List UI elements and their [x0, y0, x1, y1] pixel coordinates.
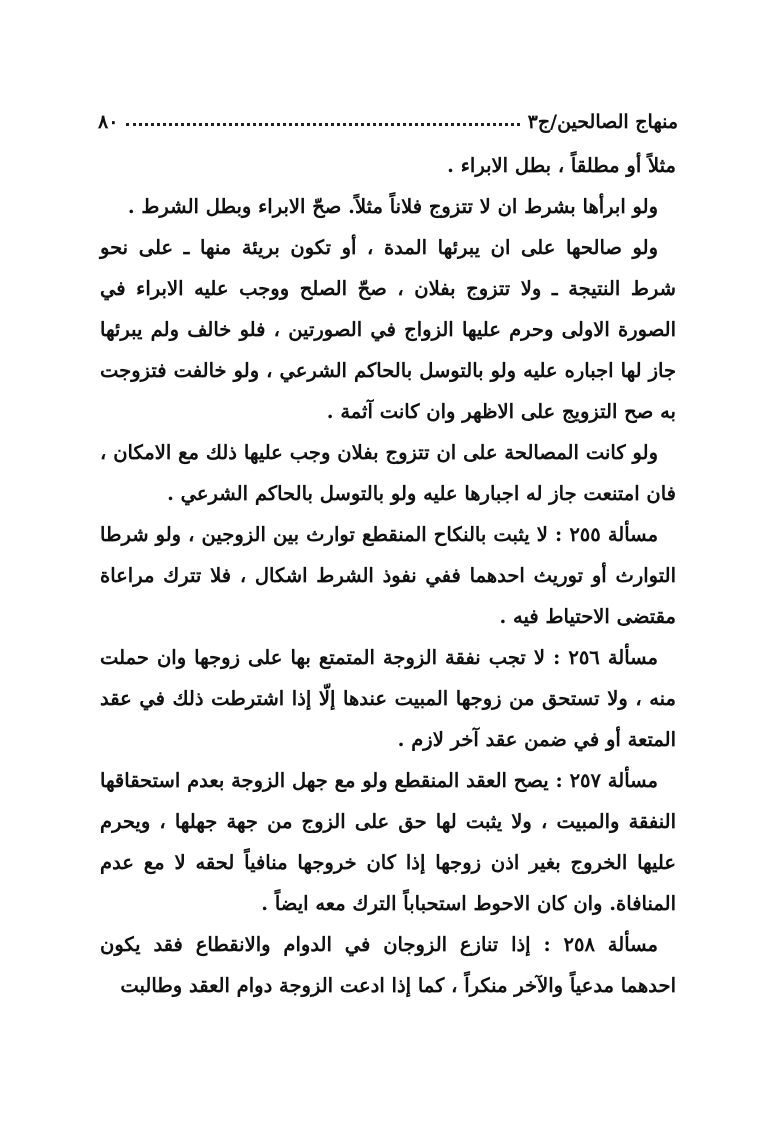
issue-label: مسألة ٢٥٦ :	[553, 646, 658, 669]
paragraph-text: إذا تنازع الزوجان في الدوام والانقطاع فقد يكون احدهما مدعياً والآخر منكراً ، كما إذا ادعت الزوجة دوام العقد وطالبت	[100, 933, 676, 997]
issue-label: مسألة ٢٥٥ :	[555, 523, 659, 546]
issue-256	[100, 637, 676, 760]
issue-label: مسألة ٢٥٧ :	[555, 769, 658, 792]
issue-label: مسألة ٢٥٨ :	[543, 933, 658, 956]
issue-255	[100, 514, 676, 637]
body-text	[100, 145, 676, 1006]
paragraph-text: ولو ابرأها بشرط ان لا تتزوج فلاناً مثلاً. صحّ الابراء وبطل الشرط .	[127, 195, 658, 218]
page-header	[98, 103, 678, 133]
running-title: منهاج الصالحين/ج٣	[527, 111, 678, 133]
paragraph-text: يصح العقد المنقطع ولو مع جهل الزوجة بعدم استحقاقها النفقة والمبيت ، ولا يثبت لها حق على الزوج من جهة جهلها ، ويحرم عليها الخروج بغير اذن زوجها إذا كان خروجها منافياً لحقه لا مع عدم المنافاة. وان كان الاحوط استحباباً الترك معه ايضاً .	[100, 769, 676, 915]
paragraph-text: ولو كانت المصالحة على ان تتزوج بفلان وجب عليها ذلك مع الامكان ، فان امتنعت جاز له اجبارها عليه ولو بالتوسل بالحاكم الشرعي .	[100, 441, 676, 505]
paragraph-text: لا يثبت بالنكاح المنقطع توارث بين الزوجين ، ولو شرطا التوارث أو توريث احدهما ففي نفوذ الشرط اشكال ، فلا تترك مراعاة مقتضى الاحتياط فيه .	[100, 523, 676, 628]
header-dot-leader	[126, 123, 519, 126]
page-number: ٨٠	[98, 111, 119, 133]
paragraph	[100, 145, 676, 186]
paragraph	[100, 227, 676, 432]
paragraph-text: ولو صالحها على ان يبرئها المدة ، أو تكون بريئة منها ـ على نحو شرط النتيجة ـ ولا تتزوج بفلان ، صحّ الصلح ووجب عليه الابراء في الصورة الاولى وحرم عليها الزواج في الصورتين ، فلو خالف ولم يبرئها جاز لها اجباره عليه ولو بالتوسل بالحاكم الشرعي ، ولو خالفت فتزوجت به صح التزويج على الاظهر وان كانت آثمة .	[100, 236, 676, 423]
paragraph-text: لا تجب نفقة الزوجة المتمتع بها على زوجها وان حملت منه ، ولا تستحق من زوجها المبيت عندها إلّا إذا اشترطت ذلك في عقد المتعة أو في ضمن عقد آخر لازم .	[100, 646, 676, 751]
issue-257	[100, 760, 676, 924]
paragraph	[100, 432, 676, 514]
issue-258	[100, 924, 676, 1006]
paragraph	[100, 186, 676, 227]
paragraph-text: مثلاً أو مطلقاً ، بطل الابراء .	[447, 154, 676, 177]
